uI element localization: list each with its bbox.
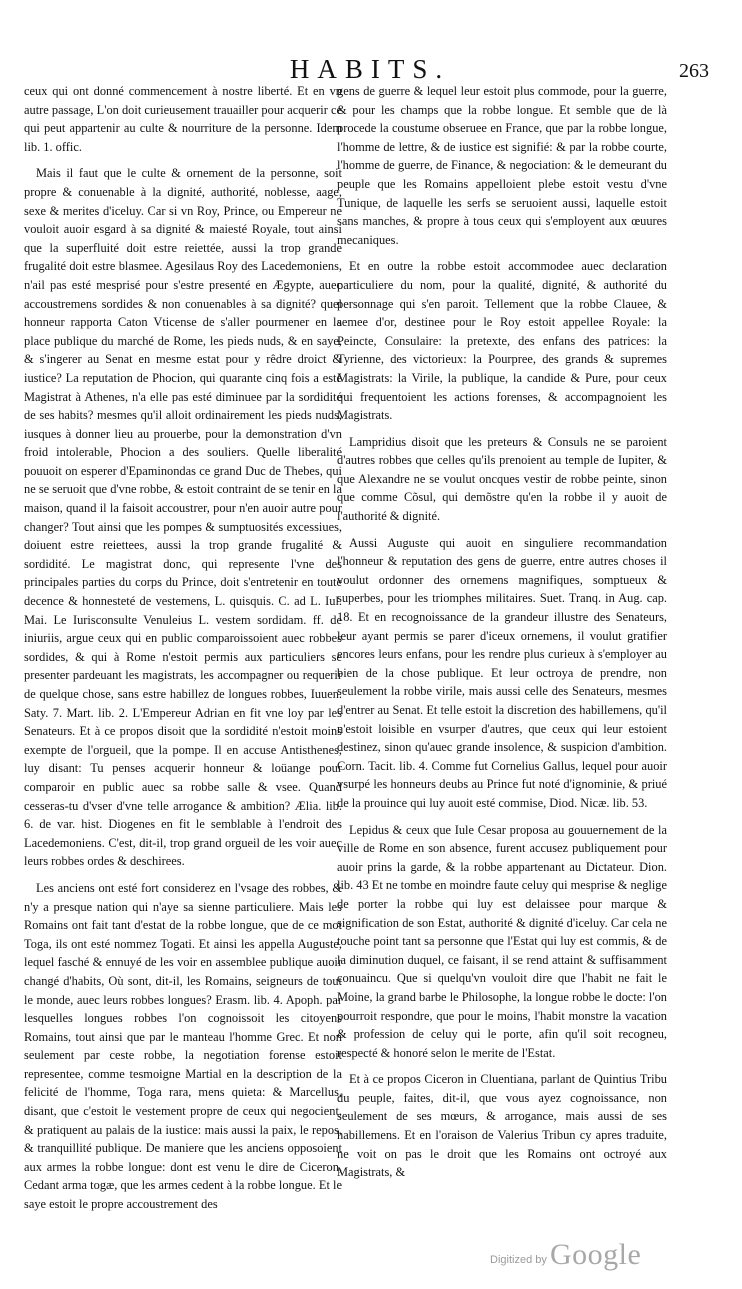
digitization-watermark	[490, 1238, 720, 1278]
paragraph: Et à ce propos Ciceron in Cluentiana, parlant de Quintius Tribu du peuple, faites, dit-il, que vous ayez cognoissance, non seulement de ses mœurs, & arrogance, mais aussi de ses habillemens. Et en l'oraison de Valerius Tribun cy apres traduite, ne voit on pas le droit que les Romains ont octroyé aux Magistrats, &	[337, 1072, 667, 1180]
left-column	[24, 82, 342, 1227]
page-number: 263	[679, 60, 709, 82]
running-header	[0, 50, 742, 84]
paragraph: Et en outre la robbe estoit accommodee auec declaration particuliere du nom, pour la qualité, dignité, & authorité du personnage qui s'en paroit. Tellement que la robbe Clauee, & semee d'or, destinee pour le Roy estoit appellee Royale: la Peincte, Consulaire: la pretexte, des enfans des patrices: la Tyrienne, des victorieux: la Pourpree, des grands & supremes Magistrats: la Virile, la publique, la candide & Pure, pour ceux qui frequentoient les actions forenses, & accompagnoient les Magistrats.	[337, 259, 667, 423]
paragraph: gens de guerre & lequel leur estoit plus commode, pour la guerre, & pour les champs que la robbe longue. Et semble que de là procede la coustume obseruee en France, que par la robbe longue, l'homme de lettre, & de iustice est signifié: & par la robbe courte, l'homme de guerre, de Finance, & negociation: & le demeurant du peuple que les Romains appelloient plebe estoit vestu d'vne Tunique, de laquelle les serfs se seruoient aussi, laquelle estoit sans manches, & propre à tous ceux qui s'employent aux œuures mecaniques.	[337, 84, 667, 247]
page-title: HABITS.	[289, 54, 451, 84]
paragraph: ceux qui ont donné commencement à nostre liberté. Et en vn autre passage, L'on doit curieusement trauailler pour acquerir ce qui peut appartenir au culte & nourriture de la personne. Idem lib. 1. offic.	[24, 84, 342, 154]
digitized-by-label: Digitized by	[490, 1254, 547, 1266]
paragraph: Les anciens ont esté fort considerez en l'vsage des robbes, & n'y a presque nation qui n'aye sa sienne particuliere. Mais les Romains ont fait tant d'estat de la robbe longue, que de ce mot Toga, ils ont esté nommez Togati. Et ainsi les appella Auguste, lequel fasché & ennuyé de les voir en assemblee publique auoir changé d'habits, Où sont, dit-il, les Romains, seigneurs de tout le monde, auec leurs robbes longues? Erasm. lib. 4. Apoph. par lesquelles longues robbes l'on cognoissoit les citoyens Romains, tout ainsi que par le manteau l'homme Grec. Et non seulement par ceste robbe, la negotiation forense estoit representee, comme tesmoigne Martial en la description de la felicité de l'homme, Toga rara, mens quieta: & Marcellus, disant, que c'estoit le vestement propre de ceux qui negocient, & pratiquent au palais de la iustice: mais aussi la paix, le repos, & tranquillité publique. De maniere que les anciens opposoient aux armes la robbe longue: dont est venu le dire de Ciceron, Cedant arma togæ, que les armes cedent à la robbe longue. Et le saye estoit le propre accoustrement des	[24, 880, 342, 1212]
paragraph: Aussi Auguste qui auoit en singuliere recommandation l'honneur & reputation des gens de guerre, entre autres choses il voulut ordonner des ornemens magnifiques, somptueux & superbes, pour les triomphes militaires. Suet. Tranq. in Aug. cap. 18. Et en recognoissance de la grandeur illustre des Senateurs, leur ayant permis se parer d'iceux ornemens, il voulut gratifier encores leurs enfans, pour les rendre plus curieux à s'employer au bien de la chose publique. Et leur octroya de prendre, non seulement la robbe virile, mais aussi celle des Senateurs, mesmes d'entrer au Senat. Et telle estoit la discretion des habillemens, qu'il n'estoit loisible en vsurper d'autres, que ceux qui leur estoient destinez, sinon qu'auec grande insolence, & suspicion d'ambition. Corn. Tacit. lib. 4. Comme fut Cornelius Gallus, lequel pour auoir vsurpé les honneurs deubs au Prince fut noté d'ignominie, & priué de la prouince qui luy auoit esté commise, Diod. Nicæ. lib. 53.	[337, 535, 667, 810]
right-column	[337, 82, 667, 1227]
paragraph: Lepidus & ceux que Iule Cesar proposa au gouuernement de la ville de Rome en son absence, furent accusez publiquement pour auoir prins la garde, & la robbe appartenant au Dictateur. Dion. lib. 43 Et ne tombe en moindre faute celuy qui mesprise & neglige de porter la robbe qui luy est delaissee pour marque & signification de son Estat, authorité & dignité d'iceluy. Car cela ne touche point tant sa personne que l'Estat qui luy est commis, & de la diminution duquel, ce faisant, il se rend attaint & suffisamment conuaincu. Que si quelqu'vn vouloit dire que l'habit ne fait le Moine, la grand barbe le Philosophe, la longue robbe le docte: l'on pourroit respondre, que pour le moins, l'habit monstre la vacation & profession de celuy qui le porte, afin qu'il soit recogneu, respecté & honoré selon le merite de l'Estat.	[337, 822, 667, 1060]
paragraph: Lampridius disoit que les preteurs & Consuls ne se paroient d'autres robbes que celles qu'ils prenoient au temple de Iupiter, & que Alexandre ne se voulut oncques vestir de robbe peinte, sinon que comme Cõsul, qui demõstre qu'en la robbe il y auoit de l'authorité & dignité.	[337, 434, 667, 524]
google-logo: Google	[550, 1238, 642, 1271]
paragraph: Mais il faut que le culte & ornement de la personne, soit propre & conuenable à la dignité, authorité, noblesse, aage, sexe & merites d'iceluy. Car si vn Roy, Prince, ou Empereur ne vouloit auoir esgard à sa dignité & maiesté Royale, tout ainsi que la superfluité doit estre reiettée, aussi la trop grande frugalité doit estre blasmee. Agesilaus Roy des Lacedemoniens, n'ail pas esté mesprisé pour s'estre presenté en Ægypte, auec accoustremens sordides & non conuenables à sa dignité? quel honneur rapporta Caton Vticense de s'aller pourmener en la place publique du marché de Rome, les pieds nuds, & en saye, & s'ingerer au Senat en mesme estat pour y rêdre droict & iustice? La reputation de Phocion, qui quarante cinq fois a esté Magistrat à Athenes, n'a elle pas esté diminuee par la sordidité de ses habits? mesmes qu'il alloit ordinairement les pieds nuds, iusques à donner lieu au prouerbe, pour la demonstration d'vn froid intolerable, Phocion a des souliers. Quelle liberalité pouuoit on esperer d'Epaminondas ce grand Duc de Thebes, qui ne se seruoit que d'vne robbe, & estoit contraint de se tenir en la maison, quand il la faisoit accoustrer, pour n'en auoir autre pour changer? Tout ainsi que les pompes & sumptuosités excessiues, doiuent estre reiettees, aussi la trop grande frugalité & sordidité. Le magistrat donc, qui represente l'vne des principales parties du corps du Prince, doit s'entretenir en toute decence & honnesteté de vestemens, L. quisquis. C. ad L. Iul. Mai. Le Iurisconsulte Venuleius L. vestem sordidam. ff. de iniuriis, argue ceux qui en public comparoissoient auec robbes sordides, & qui à Rome n'estoit permis aux particuliers se presenter pardeuant les magistrats, les accompagner ou requerir de quelque chose, sans estre habillez de longues robbes, Iuuen. Saty. 7. Mart. lib. 2. L'Empereur Adrian en fit vne loy par les Senateurs. Et à ce propos disoit que la sordidité n'estoit moins exempte de l'orgueil, que la pompe. Il en accuse Antisthenes, luy disant: Tu penses acquerir honneur & loüange pour comparoir en public auec sa robbe salle & vsee. Quand cesseras-tu d'vser d'vne telle arrogance & ambition? Ælia. lib. 6. de var. hist. Diogenes en fit le semblable à l'endroit des Lacedemoniens. C'est, dit-il, trop grand orgueil de les voir auec leurs robbes ordes & deschirees.	[24, 166, 342, 869]
